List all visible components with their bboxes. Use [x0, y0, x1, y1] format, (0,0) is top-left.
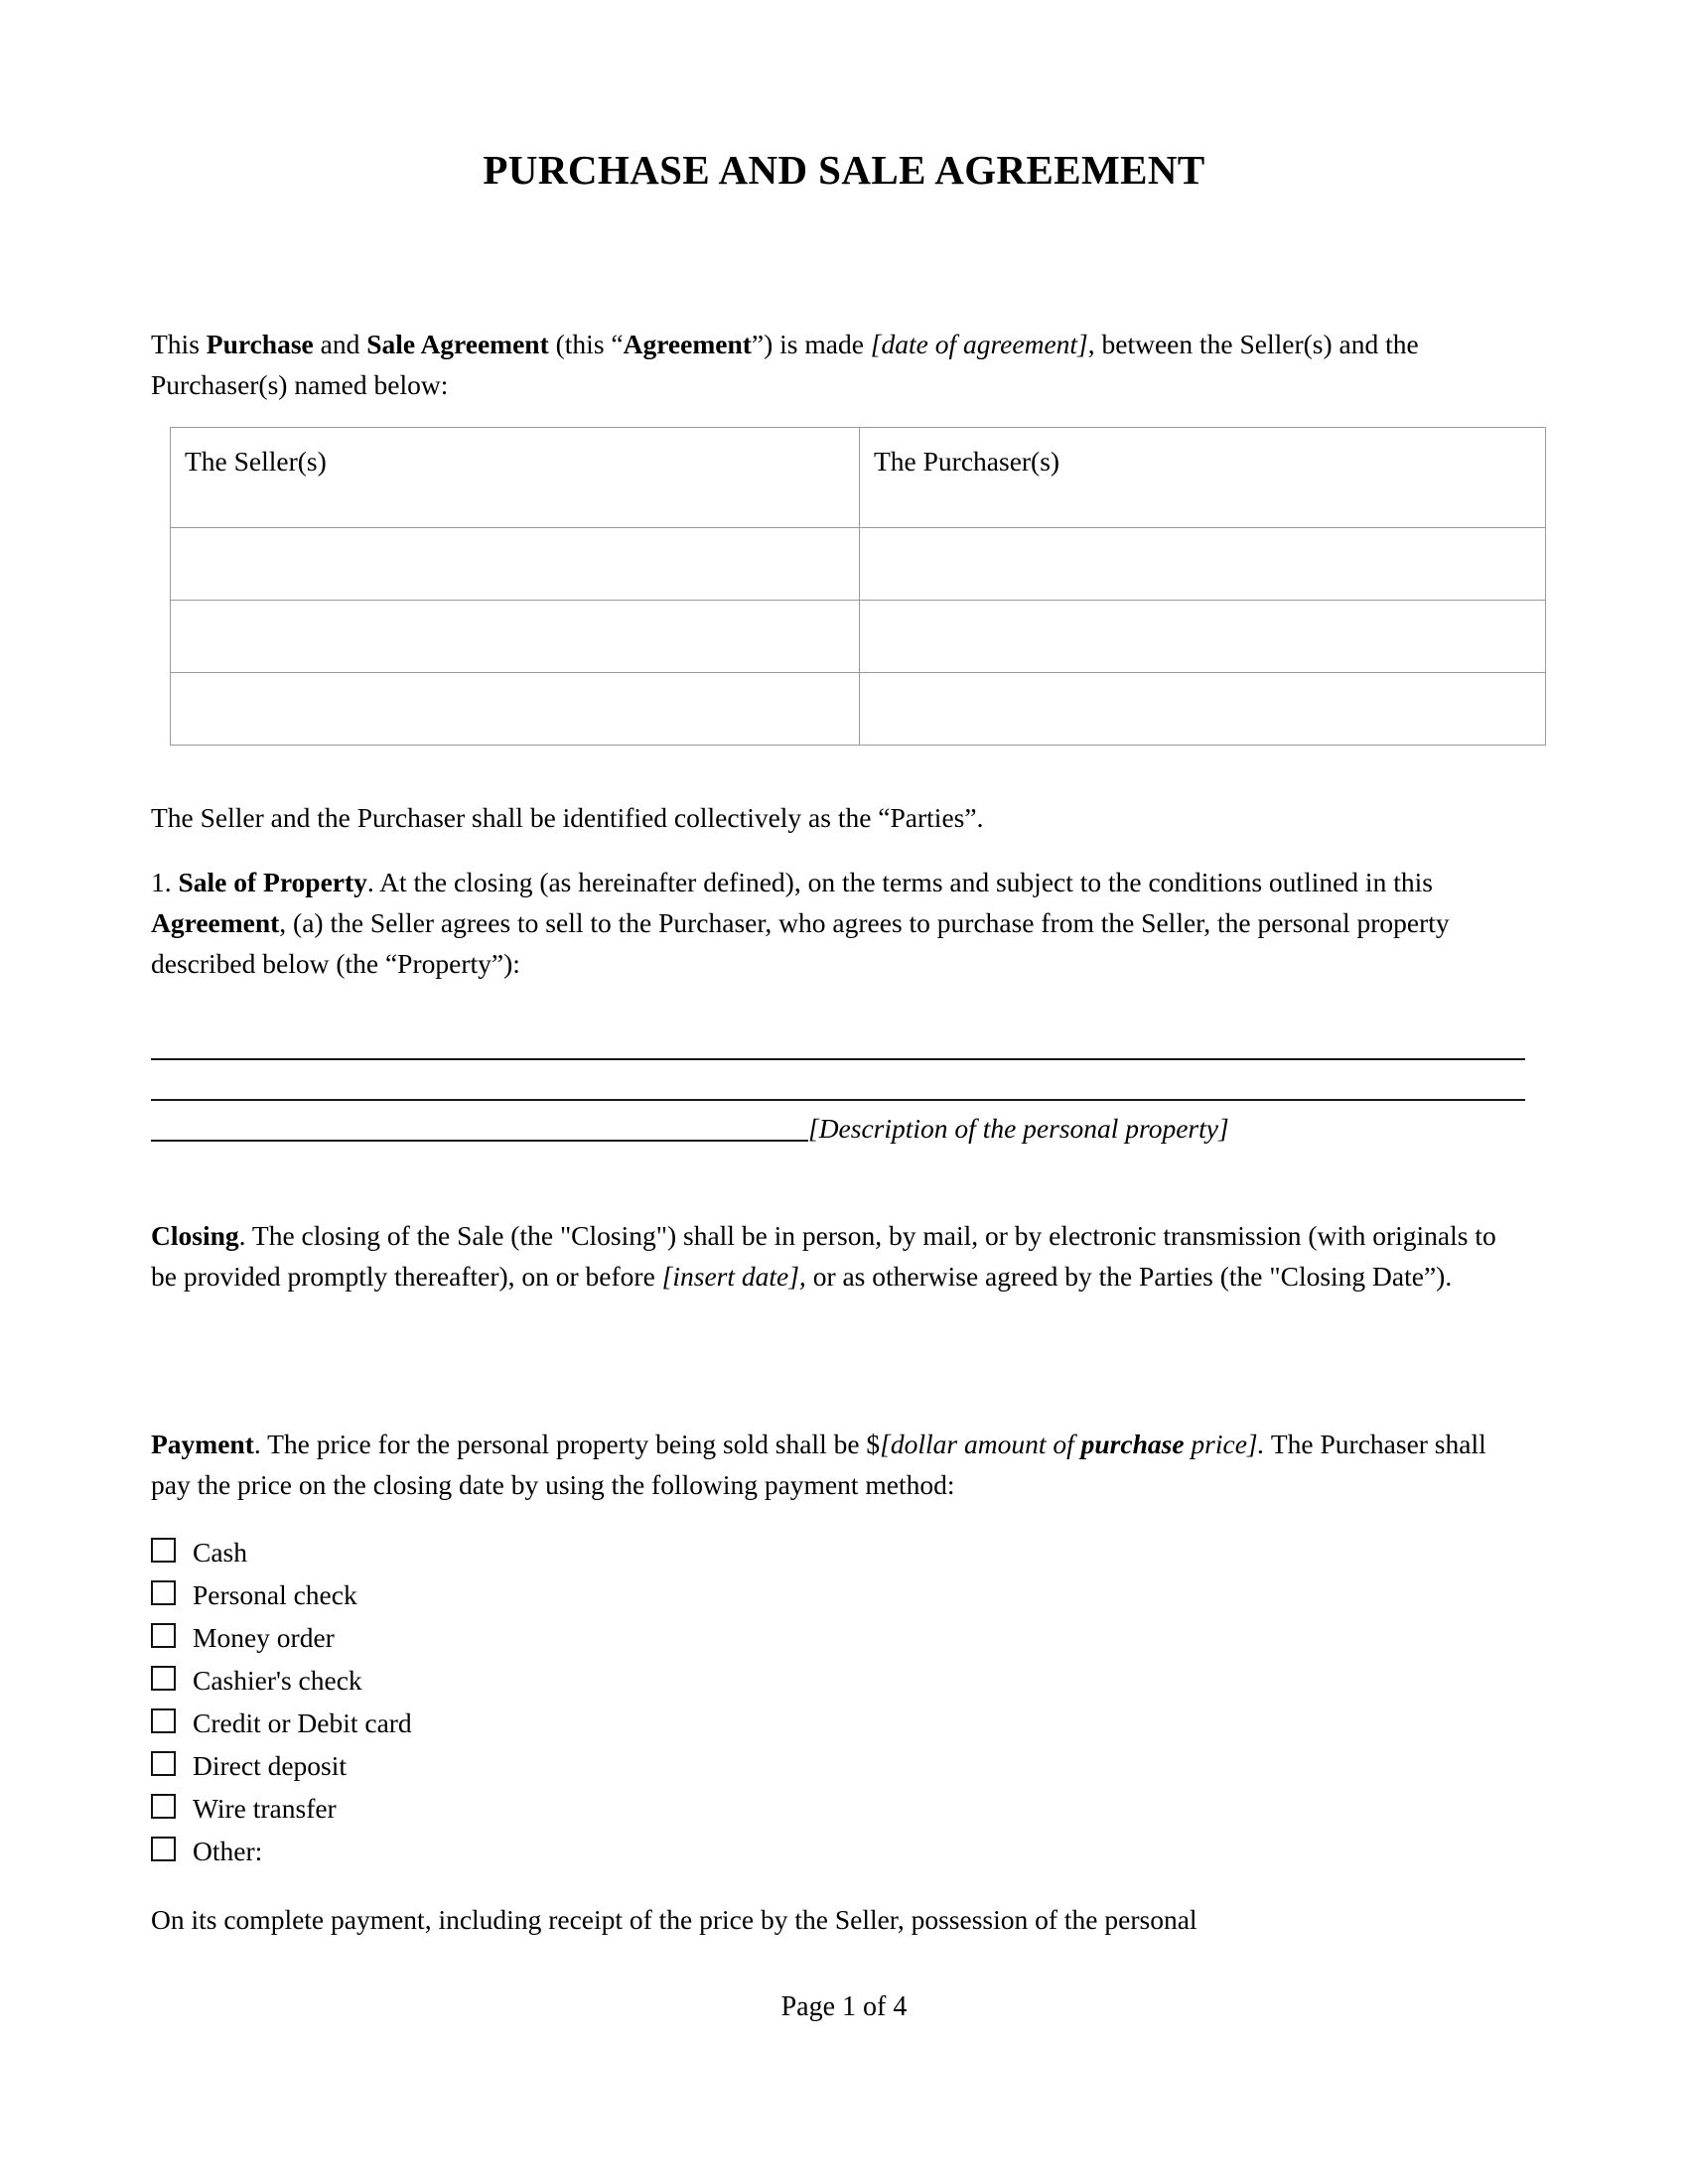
payment-amount-placeholder-b[interactable]: price]. — [1184, 1429, 1265, 1459]
property-description-caption: [Description of the personal property] — [808, 1113, 1229, 1144]
section-heading-sale-of-property: Sale of Property — [178, 867, 367, 897]
checkbox-row-cash[interactable] — [151, 1537, 846, 1579]
checkbox-icon[interactable] — [151, 1794, 176, 1819]
checkbox-label: Personal check — [193, 1579, 357, 1610]
checkbox-row-other[interactable] — [151, 1836, 846, 1878]
section-number: 1. — [151, 867, 179, 897]
section-closing-text-a: . The closing of the Sale (the "Closing") shall be in person, by mail, or by electronic transmission (with originals to be provided promptly thereafter), on or before — [151, 1220, 1496, 1292]
seller-entry-cell[interactable] — [171, 673, 860, 746]
table-row — [171, 528, 1546, 601]
parties-table — [170, 427, 1546, 746]
payment-method-checklist — [151, 1537, 846, 1878]
checkbox-icon[interactable] — [151, 1666, 176, 1691]
purchaser-entry-cell[interactable] — [860, 601, 1546, 673]
checkbox-label: Cash — [193, 1537, 247, 1568]
checkbox-label: Other: — [193, 1836, 263, 1866]
checkbox-label: Credit or Debit card — [193, 1707, 412, 1738]
fill-in-line-2[interactable] — [151, 1068, 1525, 1109]
checkbox-label: Money order — [193, 1622, 335, 1653]
intro-prefix: This — [151, 329, 207, 359]
checkbox-row-direct-deposit[interactable] — [151, 1750, 846, 1793]
section-sale-bold-agreement: Agreement — [151, 907, 280, 938]
fill-in-line-3[interactable] — [151, 1109, 1525, 1150]
checkbox-icon[interactable] — [151, 1538, 176, 1563]
section-payment-text-b: The Purchaser shall pay the price on the closing date by using the following payment method: — [151, 1429, 1486, 1500]
table-row — [171, 601, 1546, 673]
checkbox-icon[interactable] — [151, 1708, 176, 1733]
checkbox-label: Cashier's check — [193, 1665, 362, 1696]
payment-amount-placeholder-bold[interactable]: purchase — [1080, 1429, 1185, 1459]
checkbox-row-money-order[interactable] — [151, 1622, 846, 1665]
intro-paragraph — [151, 324, 1523, 405]
seller-entry-cell[interactable] — [171, 528, 860, 601]
section-closing — [151, 1215, 1523, 1297]
intro-suffix: , between the Seller(s) and the Purchaser(s) named below: — [151, 329, 1419, 400]
seller-entry-cell[interactable] — [171, 601, 860, 673]
intro-mid-3: ”) is made — [751, 329, 871, 359]
section-payment-text-a: . The price for the personal property being sold shall be $ — [253, 1429, 881, 1459]
page-footer: Page 1 of 4 — [780, 1991, 908, 2022]
checkbox-row-personal-check[interactable] — [151, 1579, 846, 1622]
checkbox-icon[interactable] — [151, 1623, 176, 1648]
closing-paragraph: On its complete payment, including receipt of the price by the Seller, possession of the personal — [151, 1904, 1197, 1935]
payment-amount-placeholder-a[interactable]: [dollar amount of — [880, 1429, 1081, 1459]
intro-date-placeholder[interactable]: [date of agreement] — [870, 329, 1088, 359]
checkbox-label: Wire transfer — [193, 1793, 337, 1824]
checkbox-label: Direct deposit — [193, 1750, 348, 1781]
table-row — [171, 673, 1546, 746]
page-title: PURCHASE AND SALE AGREEMENT — [483, 147, 1205, 193]
section-heading-payment: Payment — [151, 1429, 254, 1459]
intro-mid-2: (this “ — [548, 329, 624, 359]
checkbox-icon[interactable] — [151, 1751, 176, 1776]
checkbox-row-wire-transfer[interactable] — [151, 1793, 846, 1836]
rule-underline — [151, 1140, 808, 1142]
intro-bold-agreement: Agreement — [623, 329, 752, 359]
rule-underline — [151, 1058, 1525, 1060]
rule-underline — [151, 1099, 1525, 1101]
section-sale-of-property — [151, 862, 1523, 984]
purchaser-entry-cell[interactable] — [860, 528, 1546, 601]
column-header-purchaser: The Purchaser(s) — [860, 428, 1546, 528]
section-sale-text-a: . At the closing (as hereinafter defined), on the terms and subject to the conditions outlined in this — [366, 867, 1433, 897]
fill-in-line-1[interactable] — [151, 1027, 1525, 1068]
section-closing-text-b: or as otherwise agreed by the Parties (the "Closing Date”). — [805, 1261, 1453, 1292]
checkbox-row-credit-or-debit-card[interactable] — [151, 1707, 846, 1750]
intro-bold-purchase: Purchase — [206, 329, 314, 359]
table-header-row — [171, 428, 1546, 528]
checkbox-row-cashiers-check[interactable] — [151, 1665, 846, 1707]
closing-date-placeholder[interactable]: [insert date], — [661, 1261, 806, 1292]
parties-note-paragraph: The Seller and the Purchaser shall be identified collectively as the “Parties”. — [151, 802, 984, 833]
intro-mid-1: and — [313, 329, 367, 359]
property-description-fill-in — [151, 1027, 1525, 1150]
section-payment — [151, 1424, 1523, 1505]
checkbox-icon[interactable] — [151, 1837, 176, 1861]
purchaser-entry-cell[interactable] — [860, 673, 1546, 746]
checkbox-icon[interactable] — [151, 1580, 176, 1605]
intro-bold-sale-agreement: Sale Agreement — [366, 329, 549, 359]
section-sale-text-b: , (a) the Seller agrees to sell to the Purchaser, who agrees to purchase from the Seller, the personal property described below (the “Property”): — [151, 907, 1450, 979]
column-header-seller: The Seller(s) — [171, 428, 860, 528]
section-heading-closing: Closing — [151, 1220, 239, 1251]
